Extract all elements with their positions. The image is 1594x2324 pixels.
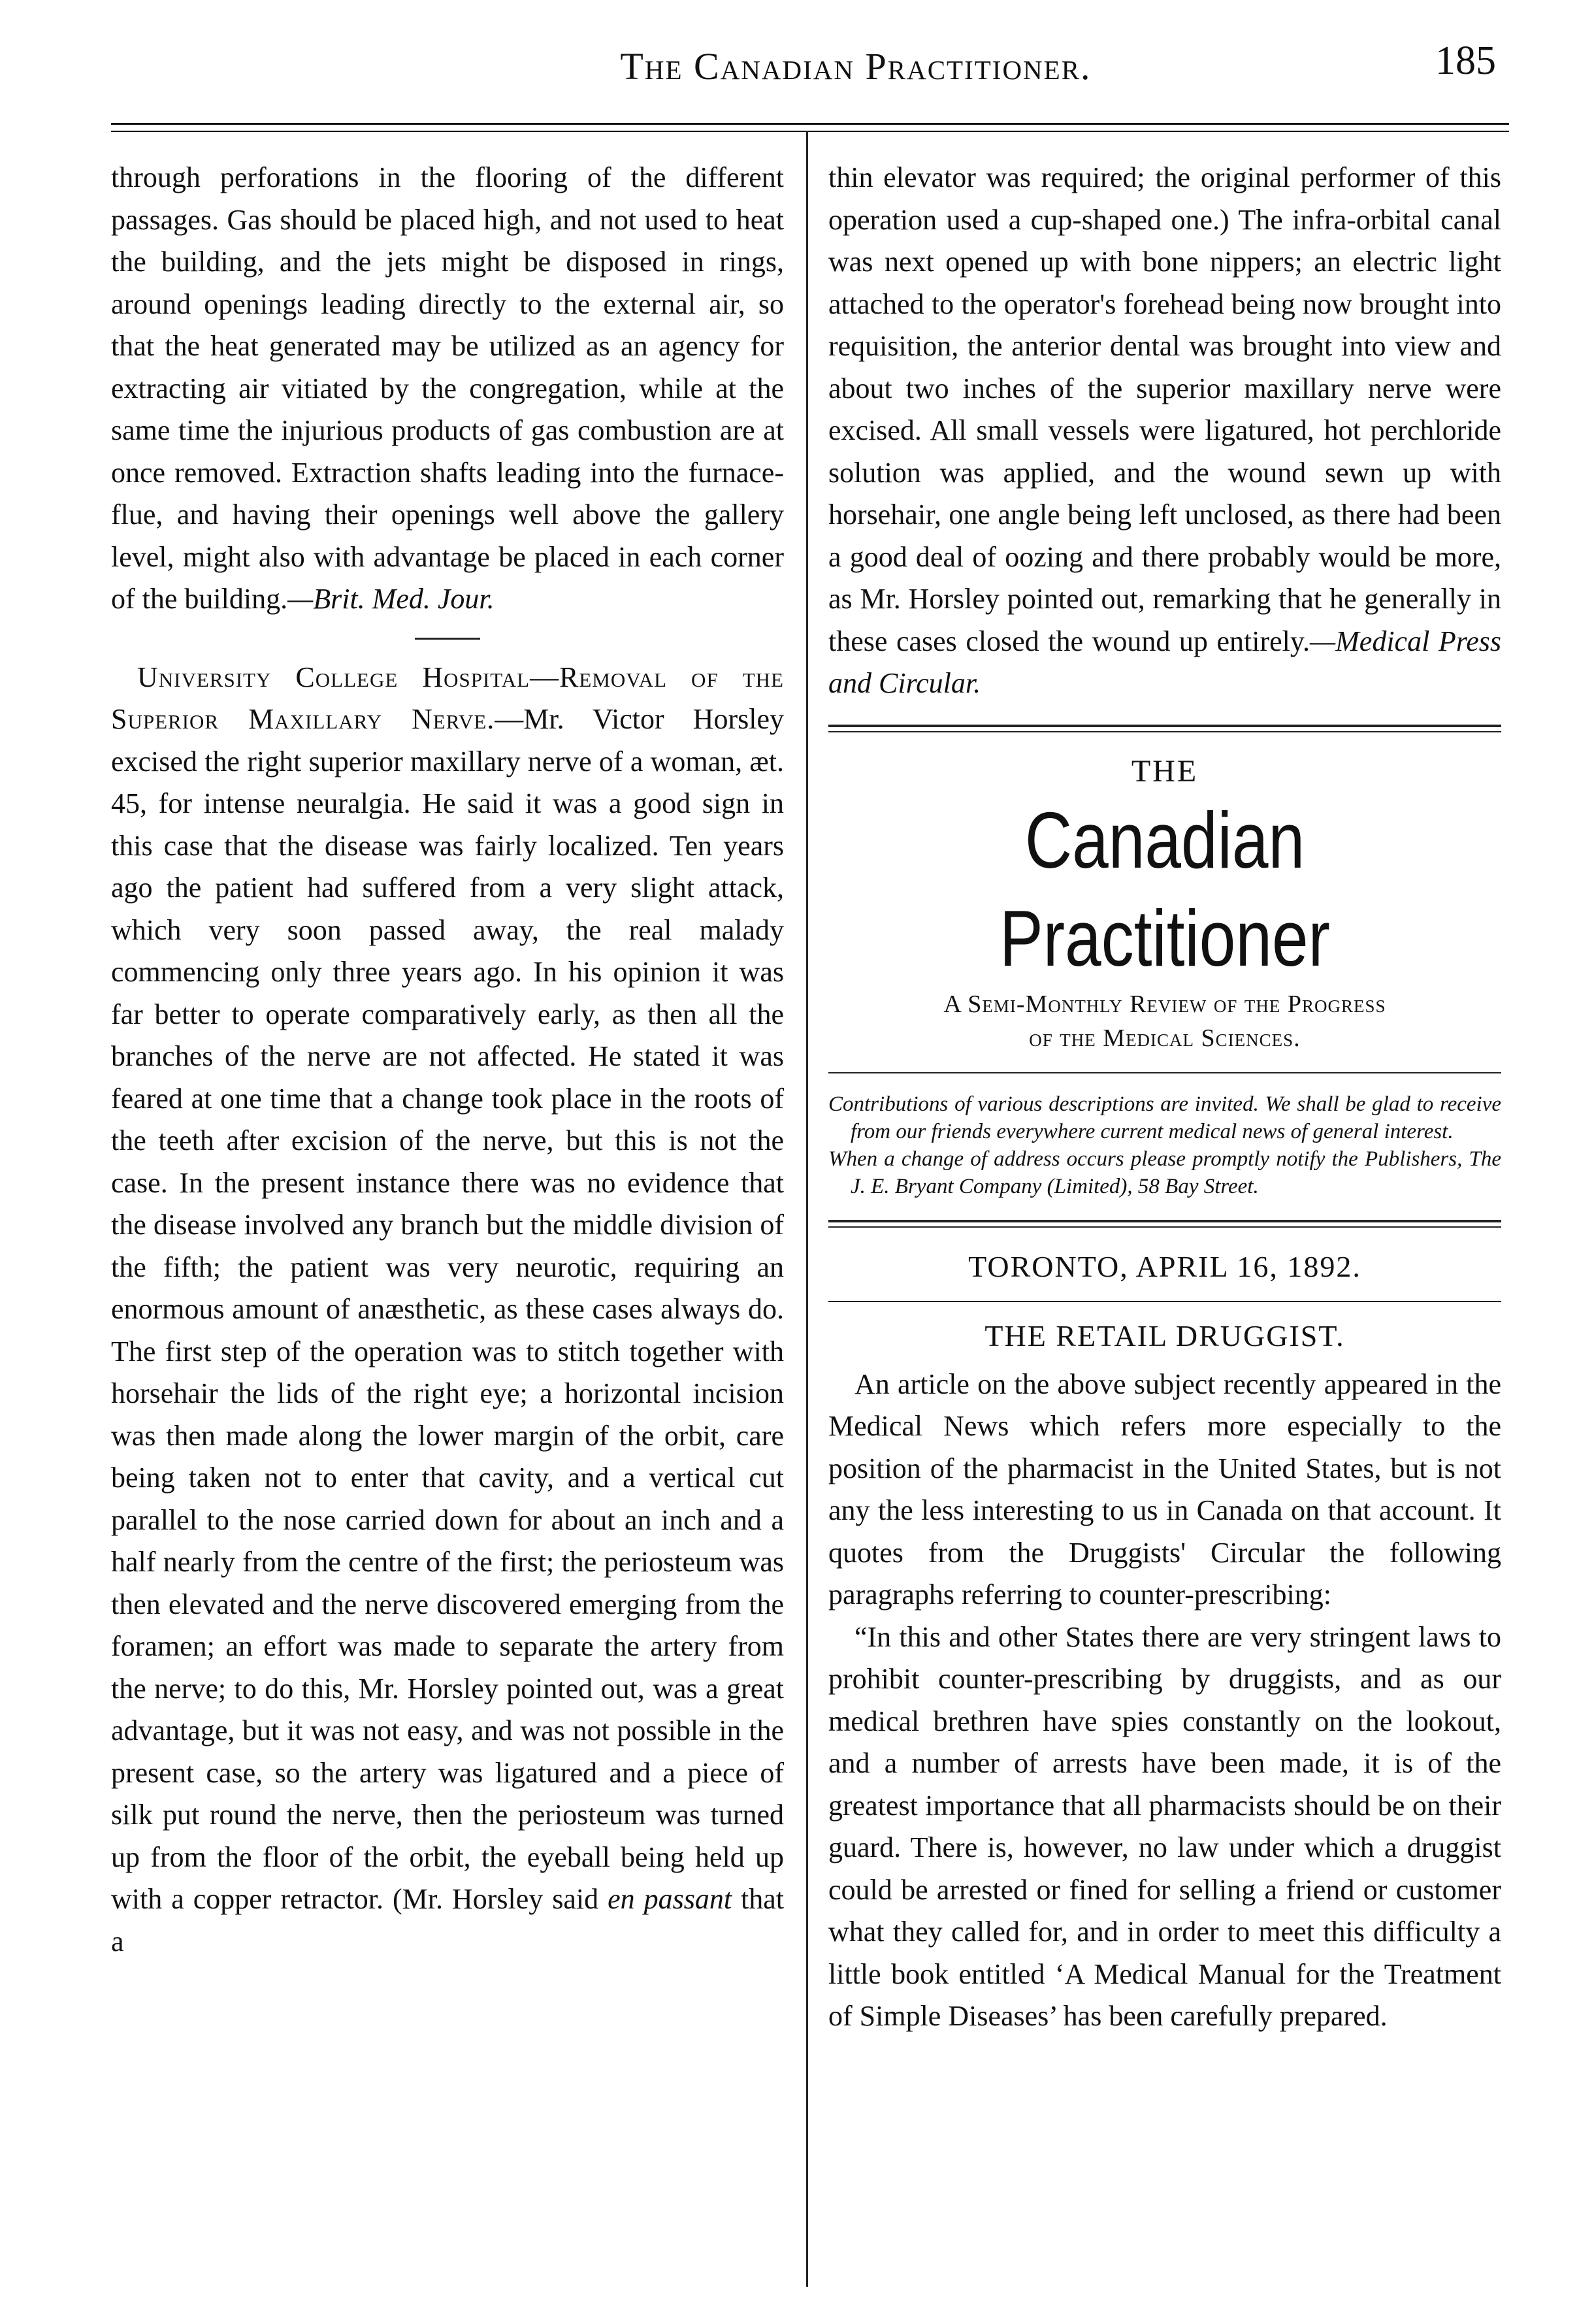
running-title: The Canadian Practitioner. [620, 45, 1092, 88]
section-heading: THE RETAIL DRUGGIST. [984, 1318, 1345, 1352]
section-divider [415, 638, 480, 640]
left-column [111, 157, 784, 1963]
dateline: TORONTO, APRIL 16, 1892. [968, 1249, 1361, 1283]
masthead-title: Canadian Practitioner [1000, 795, 1330, 983]
masthead-rule [828, 1072, 1501, 1073]
masthead-subtitle-1: A Semi-Monthly Review of the Progress [943, 990, 1386, 1018]
dateline-rule-bottom [828, 1301, 1501, 1302]
dateline-rule-top [828, 1220, 1501, 1228]
right-paragraph-1: thin elevator was required; the original performer of this operation used a cup-shaped one.) The infra-orbital canal was next opened up with bone nippers; an electric light attached to the operator's forehead being now brought into requisition, the anterior dental was brought into view and about two inches of the superior maxillary nerve were excised. All small vessels were ligatured, hot perchloride solution was applied, and the wound sewn up with horsehair, one angle being left unclosed, as there had been a good deal of oozing and there probably would be more, as Mr. Horsley pointed out, remarking that he generally in these cases closed the wound up entirely.—Medical Press and Circular. [828, 161, 1501, 699]
left-paragraph-2: University College Hospital—Removal of the Superior Maxillary Nerve.—Mr. Victor Horsley excised the right superior maxillary nerve of a woman, æt. 45, for intense neuralgia. He said it was a good sign in this case that the disease was fairly localized. Ten years ago the patient had suffered from a very slight attack, which very soon passed away, the real malady commencing only three years ago. In his opinion it was far better to operate comparatively early, as then all the branches of the nerve are not affected. He stated it was feared at one time that a change took place in the roots of the teeth after excision of the nerve, but this is not the case. In the present instance there was no evidence that the disease involved any branch but the middle division of the fifth; the patient was very neurotic, requiring an enormous amount of anæsthetic, as these cases always do. The first step of the operation was to stitch together with horsehair the lids of the right eye; a horizontal incision was then made along the lower margin of the orbit, care being taken not to enter that cavity, and a vertical cut parallel to the nose carried down for about an inch and a half nearly from the centre of the first; the periosteum was then elevated and the nerve discovered emerging from the foramen; an effort was made to separate the artery from the nerve; to do this, Mr. Horsley pointed out, was a great advantage, but it was not easy, and was not possible in the present case, so the artery was ligatured and a piece of silk put round the nerve, then the periosteum was turned up from the floor of the orbit, the eyeball being held up with a copper retractor. (Mr. Horsley said en passant that a [111, 661, 785, 1957]
header-rule-top [111, 123, 1509, 125]
contributions-notice: Contributions of various descriptions are invited. We shall be glad to receive from our friends everywhere current medical news of general interest. [828, 1092, 1501, 1143]
source-citation: —Brit. Med. Jour. [287, 583, 495, 615]
column-divider [806, 131, 808, 2287]
article-heading: University College Hospital—Removal of the Superior Maxillary Nerve. [111, 661, 784, 735]
masthead-the: THE [1131, 753, 1199, 789]
masthead-rule-top [828, 725, 1501, 732]
source-citation: —Medical Press and Circular. [828, 625, 1501, 699]
left-paragraph-1: through perforations in the flooring of the different passages. Gas should be placed high, and not used to heat the building, and the jets might be disposed in rings, around openings leading directly to the external air, so that the heat generated may be utilized as an agency for extracting air vitiated by the congregation, while at the same time the injurious products of gas combustion are at once removed. Extraction shafts leading into the furnace-flue, and having their openings well above the gallery level, might also with advantage be placed in each corner of the building.—Brit. Med. Jour. [111, 161, 784, 615]
right-paragraph-3: “In this and other States there are very stringent laws to prohibit counter-prescribing by druggists, and as our medical brethren have spies constantly on the lookout, and a number of arrests have been made, it is of the greatest importance that all pharmacists should be on their guard. There is, however, no law under which a druggist could be arrested or fined for selling a friend or customer what they called for, and in order to meet this difficulty a little book entitled ‘A Medical Manual for the Treatment of Simple Diseases’ has been carefully prepared. [828, 1620, 1501, 2032]
page-header [111, 26, 1509, 98]
right-paragraph-2: An article on the above subject recently appeared in the Medical News which refers more especially to the position of the pharmacist in the United States, but is not any the less interesting to us in Canada on that account. It quotes from the Druggists' Circular the following paragraphs referring to counter-prescribing: [828, 1367, 1501, 1611]
address-notice: When a change of address occurs please promptly notify the Publishers, The J. E. Bryant Company (Limited), 58 Bay Street. [828, 1147, 1501, 1198]
right-column [828, 157, 1501, 2038]
masthead-subtitle-2: of the Medical Sciences. [1029, 1024, 1301, 1052]
page-number: 185 [1435, 39, 1496, 83]
header-rule-bottom [111, 131, 1509, 132]
